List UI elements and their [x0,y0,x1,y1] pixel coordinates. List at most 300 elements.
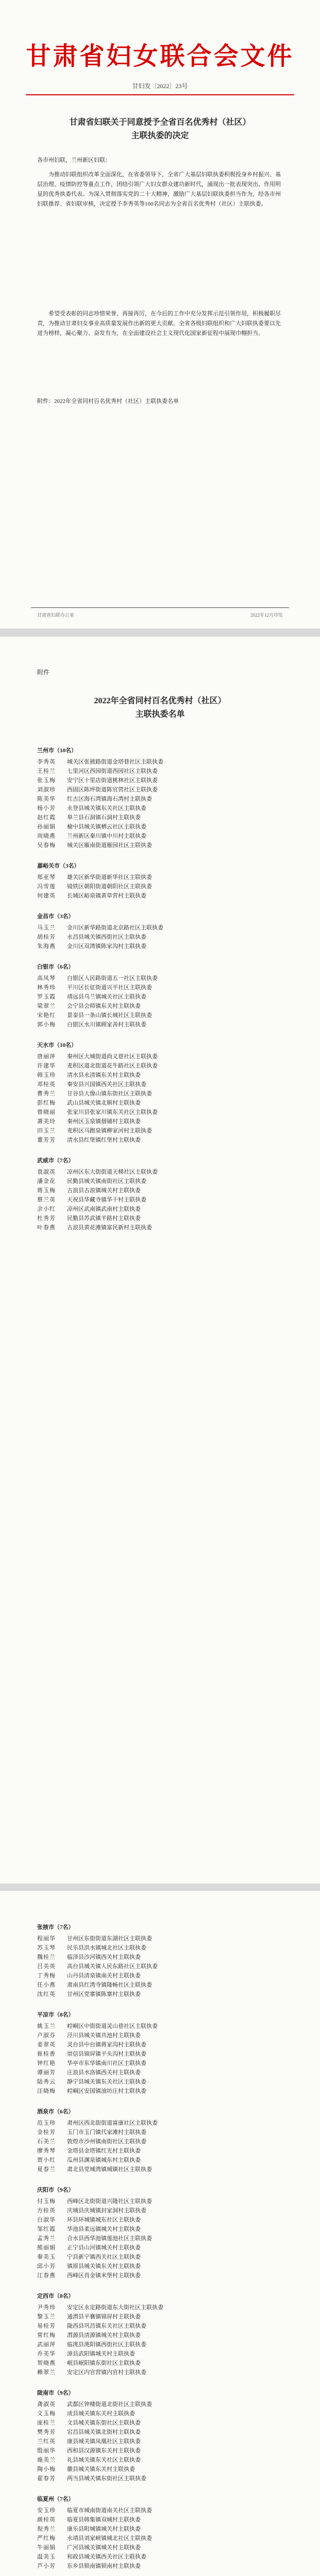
honoree-role: 张家川县张家川镇东关社区主联执委 [67,1109,158,1115]
honoree-role: 西峰区肖金镇米堡村主联执委 [67,2273,141,2279]
honoree-role: 东乡县锁南镇锁南村主联执委 [67,2563,141,2569]
honoree-role: 康县城关镇凤凰社区主联执委 [67,2438,141,2445]
honoree-name: 贾小红 [37,2157,56,2163]
list-title-line-1: 2022年全省同村百名优秀村（社区） [94,697,226,705]
honoree-name: 沈红英 [37,1991,56,1997]
honoree-role: 景泰县一条山镇长城社区主联执委 [67,1012,152,1019]
list-item [37,1177,284,1186]
honoree-role: 长城区峪泉镇黄草营村主联执委 [67,893,146,899]
list-item [37,2243,284,2252]
list-item [37,2068,284,2077]
honoree-name: 韩玉珍 [37,1072,56,1078]
honoree-name: 易桂芳 [37,2323,56,2329]
honoree-role: 临夏市城南街道南关社区主联执委 [67,2507,152,2514]
honoree-role: 秦州区大城街道尚义巷社区主联执委 [67,1054,158,1060]
list-item [37,2156,284,2165]
honoree-name: 常红梅 [37,2332,56,2338]
honoree-role: 岷县岷阳镇东街社区主联执委 [67,2360,141,2366]
list-item [37,804,284,813]
honoree-role: 临夏县韩集镇双城村主联执委 [67,2517,141,2523]
honoree-role: 古浪县古浪镇城关村主联执委 [67,1188,141,1194]
region-heading: 金昌市（3名） [37,913,74,920]
honoree-name: 牛丽娟 [37,2545,56,2551]
honoree-role: 靖远县乌兰镇城关社区主联执委 [67,994,146,1000]
title-line-1: 甘肃省妇联关于同意授予全省百名优秀村（社区） [69,118,251,127]
document-page-1 [0,0,320,629]
honoree-role: 红古区海石湾镇海石湾村主联执委 [67,796,152,802]
honoree-name: 付玉梅 [37,2198,56,2205]
list-item [37,2349,284,2359]
honoree-role: 徽县城关镇东关村主联执委 [67,2466,135,2472]
honoree-role: 麦积区道北街道花牛路社区主联执委 [67,1063,158,1069]
honoree-name: 何建英 [37,893,56,899]
honoree-name: 秦美玉 [37,2254,56,2260]
list-item [37,1080,284,1089]
header-divider [26,94,294,95]
honoree-name: 董芳芳 [37,1137,56,1143]
honoree-role: 礼县城关镇东关社区主联执委 [67,2457,141,2463]
honoree-role: 安定区永定路街道东大街社区主联执委 [67,2304,163,2311]
honoree-name: 吕美英 [37,1963,56,1970]
honoree-name: 曹秀兰 [37,1091,56,1097]
list-item [37,1223,284,1232]
footer-date: 2022年12月印发 [250,613,283,618]
list-item [37,983,284,992]
salutation: 各市州妇联，兰州新区妇联： [37,157,111,163]
honoree-role: 古浪县黄花滩镇富民新村主联执委 [67,1225,152,1231]
honoree-role: 文县城关镇东街社区主联执委 [67,2420,141,2426]
honoree-role: 正宁县山河镇城关村主联执委 [67,2245,141,2251]
list-item [37,2077,284,2087]
list-item [37,2252,284,2262]
honoree-role: 麦积区马跑泉镇柳家河村主联执委 [67,1128,152,1134]
honoree-role: 安宁区十里店街道桃林社区主联执委 [67,777,158,784]
list-item [37,1117,284,1126]
honoree-role: 武都区钟楼街道北街社区主联执委 [67,2401,152,2408]
list-item [37,1962,284,1971]
list-item [37,2059,284,2068]
list-item [37,757,284,767]
honoree-role: 天祝县华藏寺镇华干村主联执委 [67,1197,146,1203]
list-item [37,2312,284,2321]
honoree-role: 和政县城关镇西关社区主联执委 [67,2554,146,2560]
document-page-2 [0,637,320,1884]
list-item [37,832,284,841]
honoree-role: 敦煌市沙州镇南街社区主联执委 [67,2139,146,2145]
honoree-name: 夏春兰 [37,2166,56,2173]
title-line-2: 主联执委的决定 [131,131,189,140]
honoree-role: 两当县城关镇东街社区主联执委 [67,2476,146,2482]
list-item [37,2215,284,2225]
honoree-role: 镇原县城关镇东关村主联执委 [67,2263,141,2269]
honoree-name: 贺晓燕 [37,2360,56,2366]
honoree-name: 方桂英 [37,2208,56,2214]
honoree-role: 华池县柔远镇城关村主联执委 [67,2226,141,2232]
list-item [37,2303,284,2312]
honoree-role: 环县环城镇城东社区主联执委 [67,2217,141,2223]
list-item [37,2049,284,2059]
honoree-name: 翟春芳 [37,2476,56,2482]
honoree-name: 宋艳红 [37,1012,56,1019]
document-title [0,116,320,143]
list-item [37,1167,284,1177]
honoree-role: 陇西县巩昌镇东关社区主联执委 [67,2323,146,2329]
list-item [37,2359,284,2368]
honoree-name: 崔桂香 [37,2051,56,2057]
honoree-role: 广河县城关镇城关村主联执委 [67,2545,141,2551]
paragraph-2: 希望受表彰的同志珍惜荣誉、再接再厉，在今后的工作中充分发挥示范引领作用，积极履职尽责，为推动甘肃妇女事业高质量发展作出新的更大贡献。全省各级妇联组织和广大妇联执委要以先进为榜样，凝心聚力、奋发有为，在全面建设社会主义现代化国家新征程中展现巾帼担当。 [37,311,281,336]
honoree-name: 兰红英 [37,2438,56,2445]
list-item [37,1934,284,1943]
honoree-name: 姜翠英 [37,2042,56,2048]
honoree-role: 漳县武阳镇城关村主联执委 [67,2351,135,2357]
honoree-role: 肃州区西北街街道富康社区主联执委 [67,2120,158,2126]
attachment-label: 附件 [37,669,50,676]
honoree-role: 城关区雁南街道雁园社区主联执委 [67,842,152,849]
list-item [37,813,284,822]
list-item [37,933,284,942]
honoree-name: 魏桂兰 [37,1954,56,1960]
list-item [37,2340,284,2349]
list-item [37,794,284,804]
honoree-role: 玉门市玉门镇代家滩村主联执委 [67,2129,146,2136]
honoree-role: 西和县汉源镇东关村主联执委 [67,2448,141,2454]
region-heading: 定西市（8名） [37,2293,74,2299]
honoree-role: 会宁县会师镇东关村主联执委 [67,1003,141,1009]
honoree-name: 施美兰 [37,2457,56,2463]
honoree-name: 郭小梅 [37,1022,56,1028]
honoree-role: 金川区双湾镇陈家沟村主联执委 [67,943,146,950]
honoree-name: 罗玉霞 [37,994,56,1000]
honoree-name: 江春燕 [37,2273,56,2279]
honoree-role: 民乐县洪水镇城北社区主联执委 [67,1945,146,1951]
honoree-role: 西峰区北街街道兴隆社区主联执委 [67,2198,152,2205]
honoree-role: 崆峒区安国镇油坊庄村主联执委 [67,2088,146,2094]
honoree-role: 合水县西华池镇莲池社区主联执委 [67,2235,152,2242]
honoree-name: 叶春燕 [37,1225,56,1231]
list-item [37,2562,284,2571]
honoree-role: 武山县城关镇北顺村主联执委 [67,1100,141,1106]
honoree-name: 苏玉琴 [37,1945,56,1951]
honoree-role: 甘州区东街街道东湖社区主联执委 [67,1936,152,1942]
honoree-role: 凉州区武南镇武南村主联执委 [67,1206,141,1212]
list-item [37,2368,284,2377]
honoree-name: 乔美华 [37,2351,56,2357]
honoree-role: 庆城县庆城镇封家洞村主联执委 [67,2208,146,2214]
document-header: 甘肃省妇女联合会文件 [26,43,294,70]
honoree-role: 秦州区玉泉镇烟铺村主联执委 [67,1118,141,1125]
list-item [37,1098,284,1108]
honoree-list-part-1 [37,735,284,1232]
list-item [37,1136,284,1145]
list-item [37,2465,284,2474]
attachment-note: 附件：2022年全省同村百名优秀村（社区）主联执委名单 [37,398,179,404]
honoree-role: 金川区新华路街道北京路社区主联执委 [67,925,163,931]
honoree-name: 范玉珍 [37,2120,56,2126]
list-item [37,2321,284,2331]
honoree-role: 永登县城关镇东关社区主联执委 [67,805,146,811]
honoree-name: 张玉梅 [37,777,56,784]
honoree-role: 清水县永清镇东关村主联执委 [67,1072,141,1078]
list-item [37,2234,284,2243]
list-item [37,2165,284,2174]
region-heading: 张掖市（7名） [37,1924,74,1930]
region-heading: 天水市（10名） [37,1042,77,1048]
honoree-name: 马玉兰 [37,925,56,931]
honoree-name: 樊秀芳 [37,2429,56,2435]
list-item [37,2022,284,2031]
honoree-role: 庄浪县水洛镇西关村主联执委 [67,2070,141,2076]
honoree-name: 汪晓梅 [37,2088,56,2094]
honoree-name: 郑亚琴 [37,874,56,880]
honoree-name: 陆秀云 [37,2079,56,2085]
honoree-role: 崆峒区中街街道灵山巷社区主联执委 [67,2023,158,2029]
region-heading: 陇南市（9名） [37,2390,74,2396]
list-item [37,1020,284,1029]
honoree-role: 白银区人民路街道五一社区主联执委 [67,975,158,981]
honoree-role: 高台县城关镇人民东路社区主联执委 [67,1963,158,1970]
honoree-role: 临泽县沙河镇西关村主联执委 [67,1954,141,1960]
honoree-name: 严红梅 [37,2535,56,2541]
honoree-role: 秦安县兴国镇西关社区主联执委 [67,1081,146,1088]
honoree-name: 陈美华 [37,796,56,802]
list-item [37,2437,284,2446]
honoree-list-part-2 [37,1911,284,2576]
honoree-name: 余小红 [37,1206,56,1212]
honoree-name: 石美兰 [37,2139,56,2145]
honoree-name: 芦小芳 [37,2563,56,2569]
honoree-role: 通渭县平襄镇锦屏村主联执委 [67,2314,141,2320]
honoree-name: 熊丽娟 [37,2245,56,2251]
list-item [37,2225,284,2234]
honoree-name: 蔡兰英 [37,1197,56,1203]
honoree-role: 民勤县苏武镇羊路村主联执委 [67,1215,141,1222]
honoree-role: 华亭市东华镇南川社区主联执委 [67,2060,146,2066]
honoree-role: 白银区水川镇顾家善村主联执委 [67,1022,146,1028]
honoree-name: 武丽萍 [37,2342,56,2348]
honoree-name: 黎玉兰 [37,2314,56,2320]
honoree-name: 金桂芳 [37,2129,56,2136]
honoree-role: 永昌县城关镇西街社区主联执委 [67,934,146,940]
list-item [37,2400,284,2409]
document-page-3 [0,1891,320,2576]
honoree-name: 丁秀梅 [37,1973,56,1979]
list-item [37,1971,284,1980]
honoree-name: 颜桂英 [37,2517,56,2523]
honoree-name: 林秀珍 [37,985,56,991]
list-item [37,2446,284,2455]
list-item [37,1011,284,1020]
honoree-role: 镜铁区朝阳街道朝阳社区主联执委 [67,884,152,890]
honoree-role: 泾川县城关镇共池村主联执委 [67,2032,141,2039]
honoree-name: 孙丽娟 [37,824,56,830]
list-item [37,2428,284,2437]
honoree-role: 崇信县锦屏镇平头沟村主联执委 [67,2051,146,2057]
list-item [37,2474,284,2483]
list-item [37,785,284,794]
region-heading: 庆阳市（9名） [37,2187,74,2193]
list-item [37,2543,284,2552]
list-item [37,1980,284,1990]
list-item [37,1943,284,1953]
list-item [37,822,284,832]
list-item [37,2206,284,2215]
honoree-name: 蒋玉梅 [37,1188,56,1194]
list-item [37,2409,284,2418]
list-item [37,942,284,951]
honoree-role: 民勤县城关镇南街社区主联执委 [67,1178,146,1184]
list-item [37,1052,284,1061]
list-title [0,694,320,721]
list-item [37,2119,284,2128]
honoree-role: 皋兰县石洞镇石洞村主联执委 [67,815,141,821]
list-item [37,2271,284,2280]
honoree-name: 倪秀兰 [37,2526,56,2532]
list-item [37,2552,284,2562]
list-item [37,2262,284,2271]
list-item [37,2524,284,2534]
honoree-name: 尹秀珍 [37,2304,56,2311]
honoree-name: 邱小芳 [37,2263,56,2269]
list-item [37,1108,284,1117]
list-item [37,1126,284,1136]
honoree-role: 甘州区党寨镇陈寨村主联执委 [67,1991,141,1997]
region-heading: 临夏州（7名） [37,2496,74,2502]
honoree-name: 潘金花 [37,1178,56,1184]
honoree-role: 凉州区东大街街道天梯社区主联执委 [67,1169,158,1175]
honoree-role: 渭源县清源镇城关村主联执委 [67,2332,141,2338]
honoree-name: 龚淑英 [37,2401,56,2408]
honoree-role: 清水县红堡镇红堡村主联执委 [67,1137,141,1143]
list-item [37,2197,284,2206]
region-heading: 酒泉市（6名） [37,2109,74,2115]
honoree-name: 赵红霞 [37,815,56,821]
honoree-role: 甘谷县大像山镇东街社区主联执委 [67,1091,152,1097]
list-item [37,1214,284,1223]
honoree-name: 曾晓丽 [37,1109,56,1115]
honoree-name: 朱海燕 [37,943,56,950]
honoree-name: 杨小芳 [37,805,56,811]
honoree-role: 肃南县红湾寺镇隆畅社区主联执委 [67,1982,152,1988]
honoree-name: 萧美玲 [37,1118,56,1125]
honoree-role: 康乐县附城镇城关村主联执委 [67,2526,141,2532]
list-item [37,2128,284,2137]
list-item [37,841,284,850]
honoree-name: 邓桂英 [37,1081,56,1088]
honoree-name: 袁淑英 [37,1169,56,1175]
region-heading: 武威市（7名） [37,1158,74,1164]
region-heading: 白银市（6名） [37,964,74,970]
footer-divider [31,607,289,608]
honoree-role: 七里河区西园街道西园社区主联执委 [67,768,158,774]
honoree-name: 卢淑芬 [37,2032,56,2039]
honoree-name: 安玉珍 [37,2507,56,2514]
honoree-role: 永靖县刘家峡镇城北社区主联执委 [67,2535,152,2541]
honoree-name: 文玉梅 [37,2411,56,2417]
honoree-name: 梁翠兰 [37,1003,56,1009]
list-item [37,2515,284,2524]
list-item [37,923,284,933]
honoree-role: 安定区内官营镇内官村主联执委 [67,2369,146,2376]
list-item [37,2418,284,2428]
honoree-name: 赖翠兰 [37,2369,56,2376]
honoree-name: 姚玉兰 [37,2023,56,2029]
list-item [37,2137,284,2146]
list-item [37,1071,284,1080]
list-item [37,2534,284,2543]
honoree-role: 静宁县城关镇东关社区主联执委 [67,2079,146,2085]
honoree-name: 白淑华 [37,2217,56,2223]
honoree-name: 彭红梅 [37,1100,56,1106]
honoree-role: 兰州新区秦川镇中川村主联执委 [67,833,146,839]
list-item [37,891,284,901]
list-item [37,767,284,776]
list-item [37,2146,284,2156]
document-number: 甘妇发〔2022〕23号 [132,82,188,90]
region-heading: 兰州市（10名） [37,748,77,754]
honoree-role: 雄关区新华街道新华社区主联执委 [67,874,152,880]
list-item [37,1953,284,1962]
honoree-name: 唐丽萍 [37,1054,56,1060]
honoree-name: 冯雪莲 [37,884,56,890]
honoree-name: 邹红霞 [37,2226,56,2232]
list-item [37,2506,284,2515]
honoree-role: 平川区长征街道兴平社区主联执委 [67,985,152,991]
list-item [37,2087,284,2096]
honoree-name: 程丽华 [37,1936,56,1942]
honoree-name: 庞桂兰 [37,2420,56,2426]
list-item [37,1186,284,1195]
honoree-name: 谭丽芳 [37,2070,56,2076]
honoree-role: 瓜州县渊泉镇城东村主联执委 [67,2157,141,2163]
region-heading: 嘉峪关市（3名） [37,863,80,869]
honoree-role: 成县城关镇东关村主联执委 [67,2411,135,2417]
list-item [37,776,284,785]
honoree-role: 城关区张掖路街道金塔巷社区主联执委 [67,759,163,765]
list-item [37,1061,284,1071]
honoree-name: 陶小梅 [37,2466,56,2472]
honoree-name: 刘淑珍 [37,787,56,793]
list-item [37,2455,284,2465]
honoree-role: 肃北县党城湾镇城镇社区主联执委 [67,2166,152,2173]
honoree-name: 王桂兰 [37,768,56,774]
honoree-name: 田玉兰 [37,1128,56,1134]
honoree-role: 宕昌县城关镇北街村主联执委 [67,2429,141,2435]
list-item [37,2040,284,2049]
list-item [37,2331,284,2340]
honoree-role: 山丹县清泉镇南关村主联执委 [67,1973,141,1979]
honoree-name: 吴春梅 [37,842,56,849]
honoree-name: 胡桂芳 [37,934,56,940]
list-item [37,2031,284,2040]
list-item [37,1089,284,1098]
honoree-role: 榆中县城关镇栖云社区主联执委 [67,824,146,830]
honoree-name: 周晓燕 [37,833,56,839]
list-item [37,974,284,983]
honoree-name: 钟红艳 [37,2060,56,2066]
honoree-name: 李秀英 [37,759,56,765]
honoree-name: 廖秀琴 [37,2148,56,2154]
honoree-name: 许建华 [37,1063,56,1069]
honoree-name: 杜秀芳 [37,1215,56,1222]
honoree-role: 西固区陈坪街道陈官营社区主联执委 [67,787,158,793]
honoree-name: 温美玉 [37,2554,56,2560]
list-title-line-2: 主联执委名单 [135,710,185,719]
list-item [37,1205,284,1214]
list-item [37,1990,284,1999]
paragraph-1: 为推动妇联组织改革全面深化，在省委领导下，全省广大基层妇联执委积极投身乡村振兴、基层治理、疫情防控等重点工作，团结引领广大妇女群众建功新时代，涌现出一批表现突出、作用明显的优秀执委代表。为深入贯彻落实党的二十大精神，激励广大基层妇联执委担当作为，经各市州妇联推荐、省妇联审核，决定授予李秀英等100名同志为全省百名优秀村（社区）主联执委。 [37,172,281,207]
honoree-name: 高凤琴 [37,975,56,981]
